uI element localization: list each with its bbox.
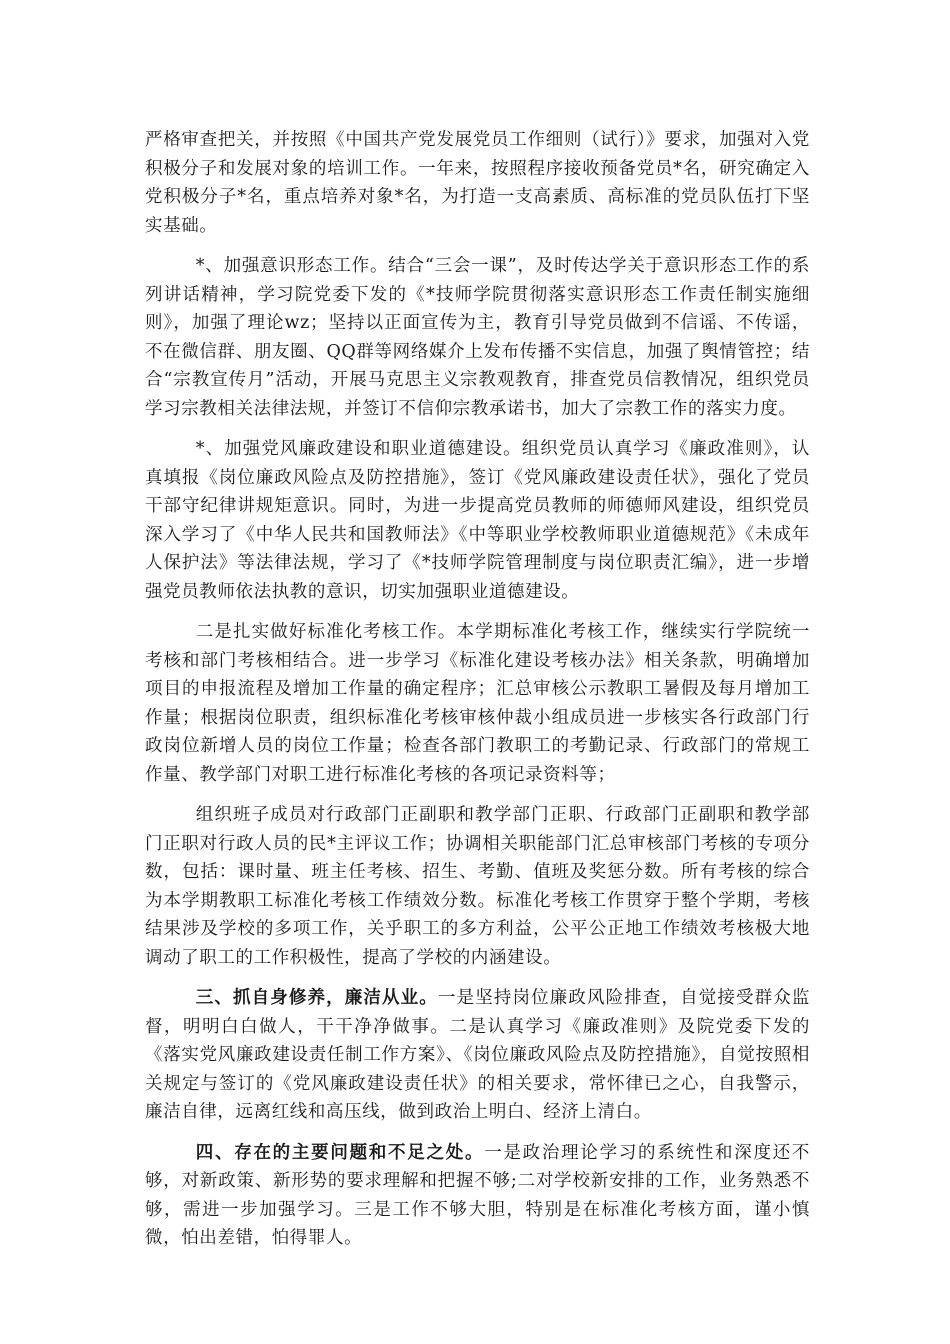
paragraph-text: 二是扎实做好标准化考核工作。本学期标准化考核工作，继续实行学院统一考核和部门考核相结合。进一步学习《标准化建设考核办法》相关条款，明确增加项目的申报流程及增加工作量的确定程序；汇总审核公示教职工暑假及每月增加工作量；根据岗位职责，组织标准化考核审核仲裁小组成员进一步核实各行政部门行政岗位新增人员的岗位工作量；检查各部门教职工的考勤记录、行政部门的常规工作量、教学部门对职工进行标准化考核的各项记录资料等； [145,622,810,785]
paragraph-evaluation-work [145,801,810,972]
paragraph-self-cultivation [145,984,810,1127]
paragraph-standardized-assessment [145,618,810,789]
paragraph-text: 一是政治理论学习的系统性和深度还不够，对新政策、新形势的要求理解和把握不够;二对学校新安排的工作，业务熟悉不够，需进一步加强学习。三是工作不够大胆，特别是在标准化考核方面，谨小慎微，怕出差错，怕得罪人。 [145,1142,811,1248]
paragraph-ideology-work [145,252,810,423]
paragraph-text: *、加强意识形态工作。结合“三会一课”，及时传达学关于意识形态工作的系列讲话精神，学习院党委下发的《*技师学院贯彻落实意识形态工作责任制实施细则》，加强了理论wz；坚持以正面宣传为主，教育引导党员做到不信谣、不传谣，不在微信群、朋友圈、QQ群等网络媒介上发布传播不实信息，加强了舆情管控；结合“宗教宣传月”活动，开展马克思主义宗教观教育，排查党员信教情况，组织党员学习宗教相关法律法规，并签订不信仰宗教承诺书，加大了宗教工作的落实力度。 [145,256,810,419]
paragraph-problems-shortcomings [145,1139,810,1253]
paragraph-text: 组织班子成员对行政部门正副职和教学部门正职、行政部门正副职和教学部门正职对行政人员的民*主评议工作；协调相关职能部门汇总审核部门考核的专项分数，包括：课时量、班主任考核、招生、考勤、值班及奖惩分数。所有考核的综合为本学期教职工标准化考核工作绩效分数。标准化考核工作贯穿于整个学期，考核结果涉及学校的多项工作，关乎职工的多方利益，公平公正地工作绩效考核极大地调动了职工的工作积极性，提高了学校的内涵建设。 [145,805,810,968]
paragraph-party-member-review [145,126,810,240]
section-heading: 四、存在的主要问题和不足之处。 [195,1142,485,1163]
section-heading: 三、抓自身修养，廉洁从业。 [195,988,438,1008]
paragraph-integrity-ethics [145,435,810,606]
paragraph-text: *、加强党风廉政建设和职业道德建设。组织党员认真学习《廉政准则》，认真填报《岗位廉政风险点及防控措施》，签订《党风廉政建设责任状》，强化了党员干部守纪律讲规矩意识。同时，为进一步提高党员教师的师德师风建设，组织党员深入学习了《中华人民共和国教师法》《中等职业学校教师职业道德规范》《未成年人保护法》等法律法规，学习了《*技师学院管理制度与岗位职责汇编》，进一步增强党员教师依法执教的意识，切实加强职业道德建设。 [145,439,810,602]
document-body [145,126,810,1265]
paragraph-text: 一是坚持岗位廉政风险排查，自觉接受群众监督，明明白白做人，干干净净做事。二是认真学习《廉政准则》及院党委下发的《落实党风廉政建设责任制工作方案》、《岗位廉政风险点及防控措施》，自觉按照相关规定与签订的《党风廉政建设责任状》的相关要求，常怀律已之心，自我警示，廉洁自律，远离红线和高压线，做到政治上明白、经济上清白。 [145,988,810,1122]
paragraph-text: 严格审查把关，并按照《中国共产党发展党员工作细则（试行）》要求，加强对入党积极分子和发展对象的培训工作。一年来，按照程序接收预备党员*名，研究确定入党积极分子*名，重点培养对象*名，为打造一支高素质、高标准的党员队伍打下坚实基础。 [145,130,810,236]
